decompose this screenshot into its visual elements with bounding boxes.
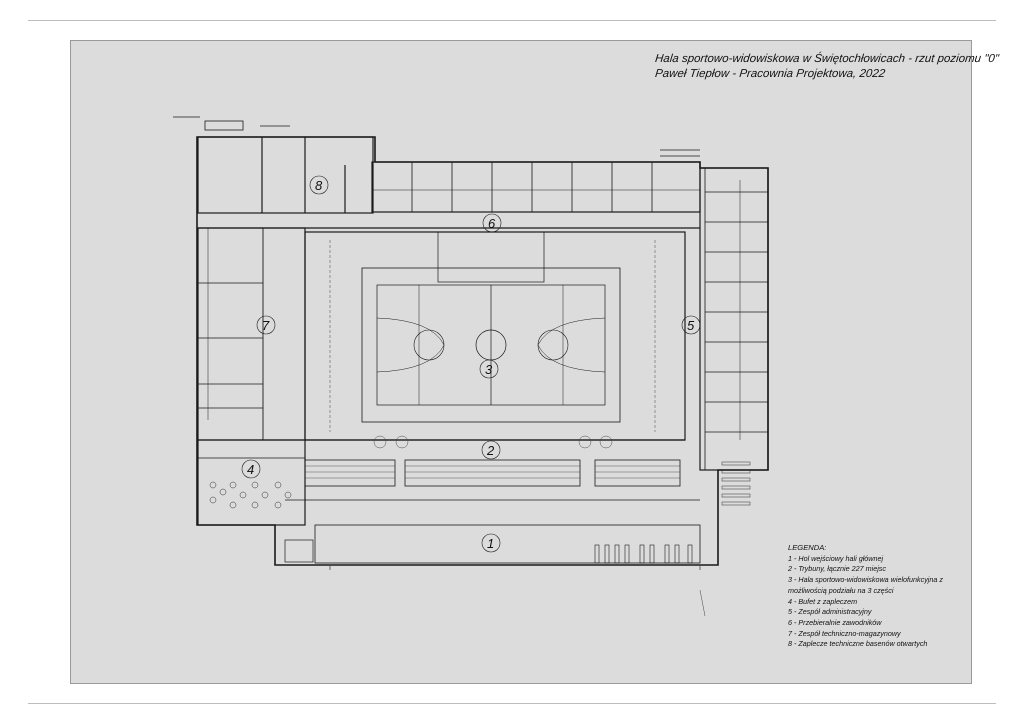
entrance-hall [315,525,700,563]
title-line-2: Paweł Tiepłow - Pracownia Projektowa, 2022 [654,68,886,80]
zone-label-6: 6 [488,216,496,231]
legend-item: 3 - Hala sportowo-widowiskowa wielofunkcyjna z możliwością podziału na 3 części [788,575,943,595]
zone-label-2: 2 [487,443,495,458]
stand-west [305,460,395,486]
legend-heading: LEGENDA: [788,543,827,552]
legend-item: 8 - Zaplecze techniczne basenów otwartych [788,639,928,649]
legend-item: 5 - Zespół administracyjny [788,607,872,617]
zone-label-1: 1 [487,536,495,551]
zone-label-7: 7 [262,318,270,333]
zone-5-block [700,168,768,470]
legend-item: 2 - Trybuny, łącznie 227 miejsc [788,564,886,574]
legend [788,543,978,650]
title-line-1: Hala sportowo-widowiskowa w Świętochłowicach - rzut poziomu "0" [654,53,1000,65]
stand-east [595,460,680,486]
stand-center [405,460,580,486]
legend-item: 4 - Bufet z zapleczem [788,596,858,606]
legend-item: 1 - Hol wejściowy hali głównej [788,553,884,563]
vent-grille [205,121,243,130]
legend-item: 6 - Przebieralnie zawodników [788,617,882,627]
zone-label-8: 8 [315,178,323,193]
legend-item: 7 - Zespół techniczno-magazynowy [788,628,901,638]
zone-label-3: 3 [485,362,493,377]
zone-labels [247,178,695,551]
zone-label-4: 4 [247,462,255,477]
title-block [655,52,999,82]
zone-label-5: 5 [687,318,695,333]
locker-row [372,162,700,212]
zone-4-block [198,440,305,525]
building-outline [197,137,768,565]
zone-8-block [198,137,373,213]
